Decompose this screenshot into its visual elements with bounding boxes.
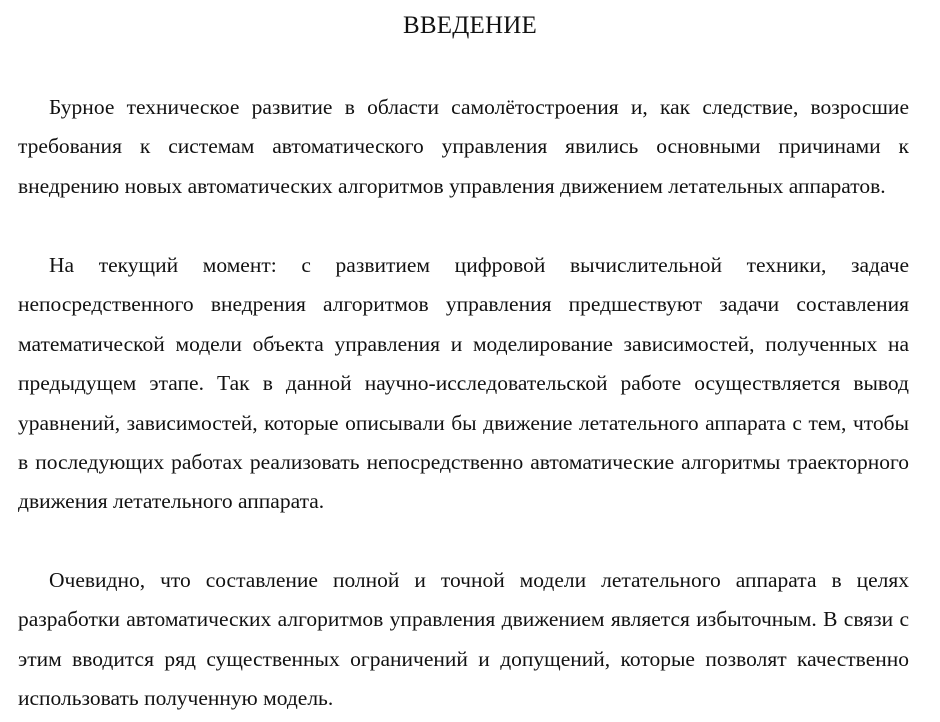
page-title: ВВЕДЕНИЕ	[403, 12, 537, 39]
paragraph-3: Очевидно, что составление полной и точной модели летательного аппарата в целях разработки автоматических алгоритмов управления движением является избыточным. В связи с этим вводится ряд существенных ограничений и допущений, которые позволят качественно использовать полученную модель.	[18, 568, 909, 711]
paragraph-1: Бурное техническое развитие в области самолётостроения и, как следствие, возросшие требования к системам автоматического управления явились основными причинами к внедрению новых автоматических алгоритмов управления движением летательных аппаратов.	[18, 95, 909, 198]
paragraph-2: На текущий момент: с развитием цифровой вычислительной техники, задаче непосредственного внедрения алгоритмов управления предшествуют задачи составления математической модели объекта управления и моделирование зависимостей, полученных на предыдущем этапе. Так в данной научно-исследовательской работе осуществляется вывод уравнений, зависимостей, которые описывали бы движение летательного аппарата с тем, чтобы в последующих работах реализовать непосредственно автоматические алгоритмы траекторного движения летательного аппарата.	[18, 253, 909, 514]
